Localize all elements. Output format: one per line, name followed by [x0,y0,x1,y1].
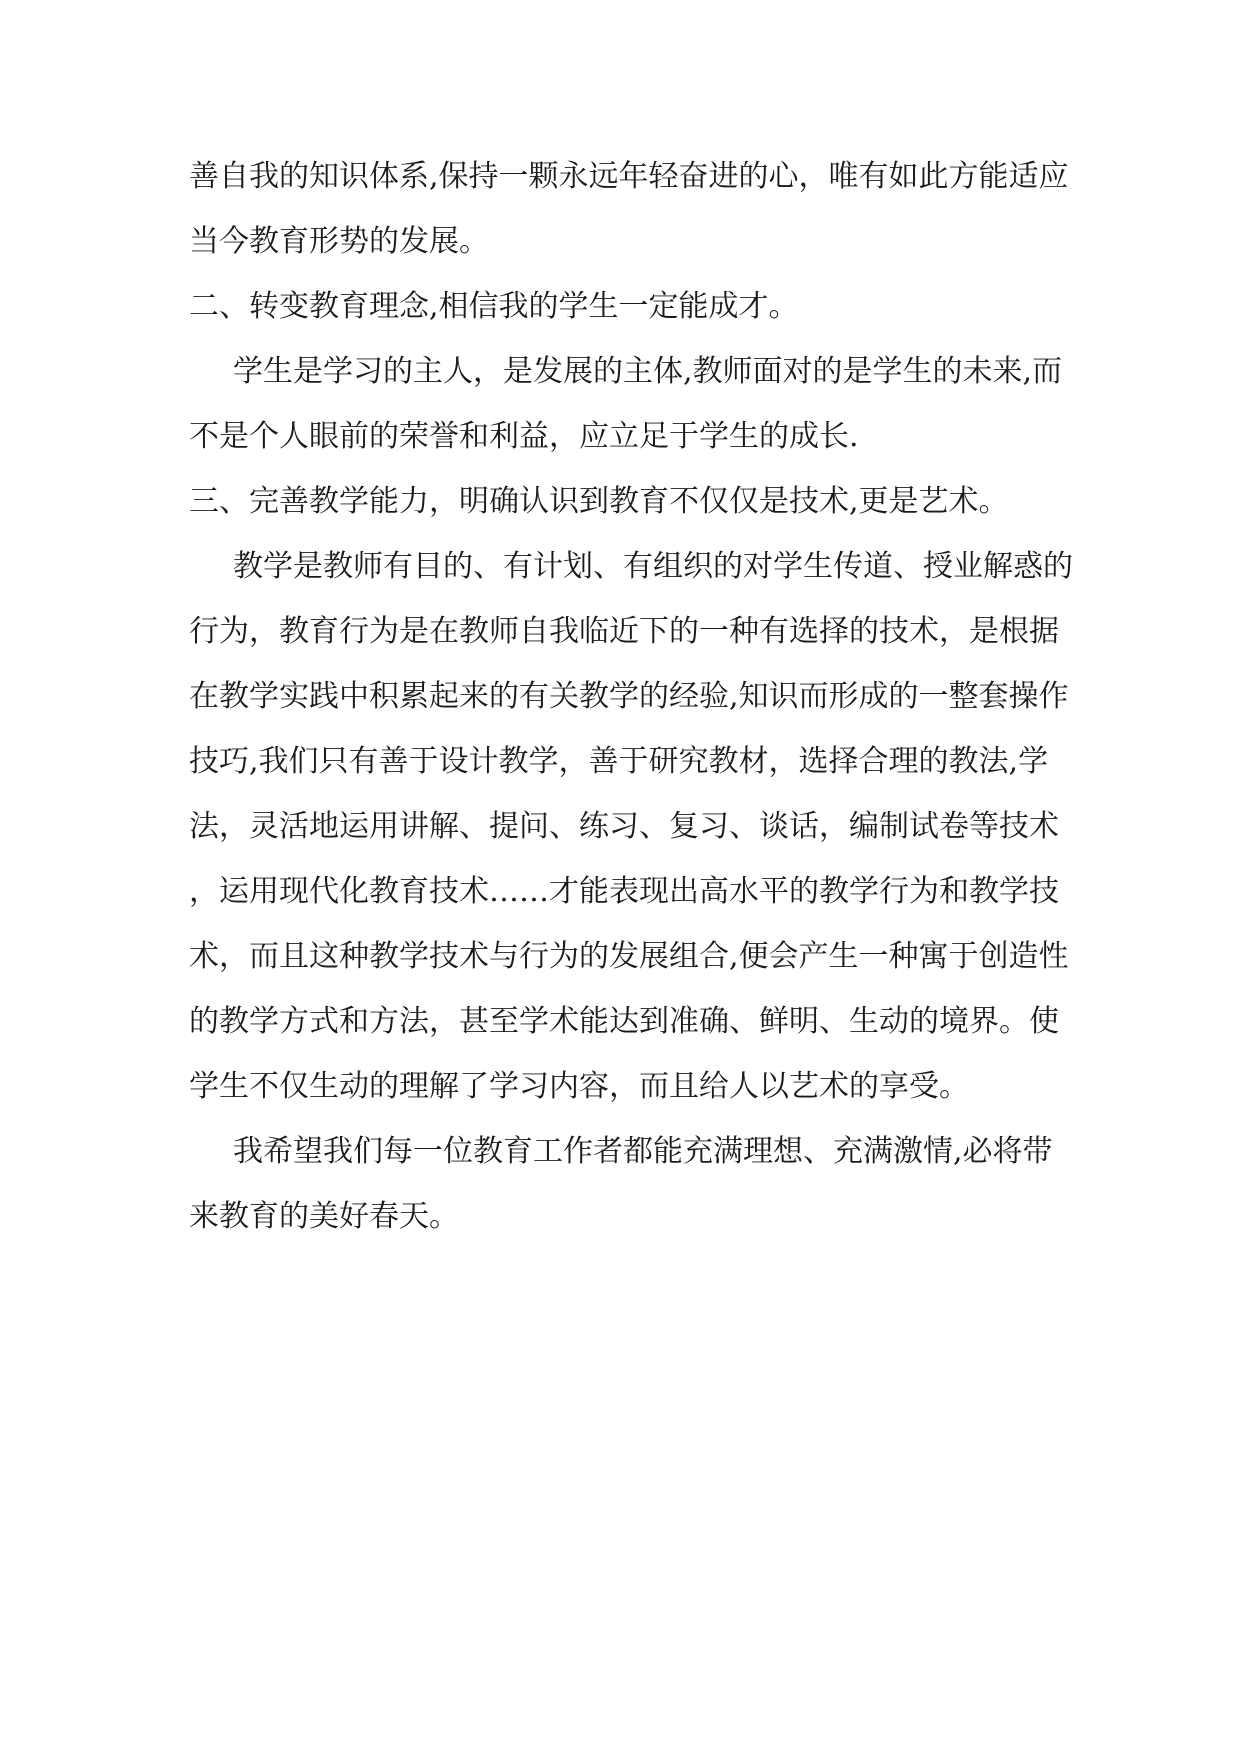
paragraph-start: 学生是学习的主人，是发展的主体,教师面对的是学生的未来,而 [233,354,1063,389]
section-heading: 二、转变教育理念,相信我的学生一定能成才。 [189,289,799,324]
text-line: 术，而且这种教学技术与行为的发展组合,便会产生一种寓于创造性 [189,939,1069,974]
section-heading: 三、完善教学能力，明确认识到教育不仅仅是技术,更是艺术。 [189,484,1009,519]
text-line: 来教育的美好春天。 [189,1199,459,1234]
text-line: 不是个人眼前的荣誉和利益，应立足于学生的成长. [189,419,859,454]
text-line: 在教学实践中积累起来的有关教学的经验,知识而形成的一整套操作 [189,679,1069,714]
text-line: 当今教育形势的发展。 [189,224,489,259]
text-line: ，运用现代化教育技术……才能表现出高水平的教学行为和教学技 [189,874,1059,909]
text-line: 法，灵活地运用讲解、提问、练习、复习、谈话，编制试卷等技术 [189,809,1059,844]
text-line: 的教学方式和方法，甚至学术能达到准确、鲜明、生动的境界。使 [189,1004,1059,1039]
text-line: 善自我的知识体系,保持一颗永远年轻奋进的心，唯有如此方能适应 [189,159,1069,194]
paragraph-start: 教学是教师有目的、有计划、有组织的对学生传道、授业解惑的 [233,549,1073,584]
text-line: 技巧,我们只有善于设计教学，善于研究教材，选择合理的教法,学 [189,744,1049,779]
text-line: 学生不仅生动的理解了学习内容，而且给人以艺术的享受。 [189,1069,969,1104]
paragraph-start: 我希望我们每一位教育工作者都能充满理想、充满激情,必将带 [233,1134,1053,1169]
document-body [189,158,1073,1263]
text-line: 行为，教育行为是在教师自我临近下的一种有选择的技术，是根据 [189,614,1059,649]
